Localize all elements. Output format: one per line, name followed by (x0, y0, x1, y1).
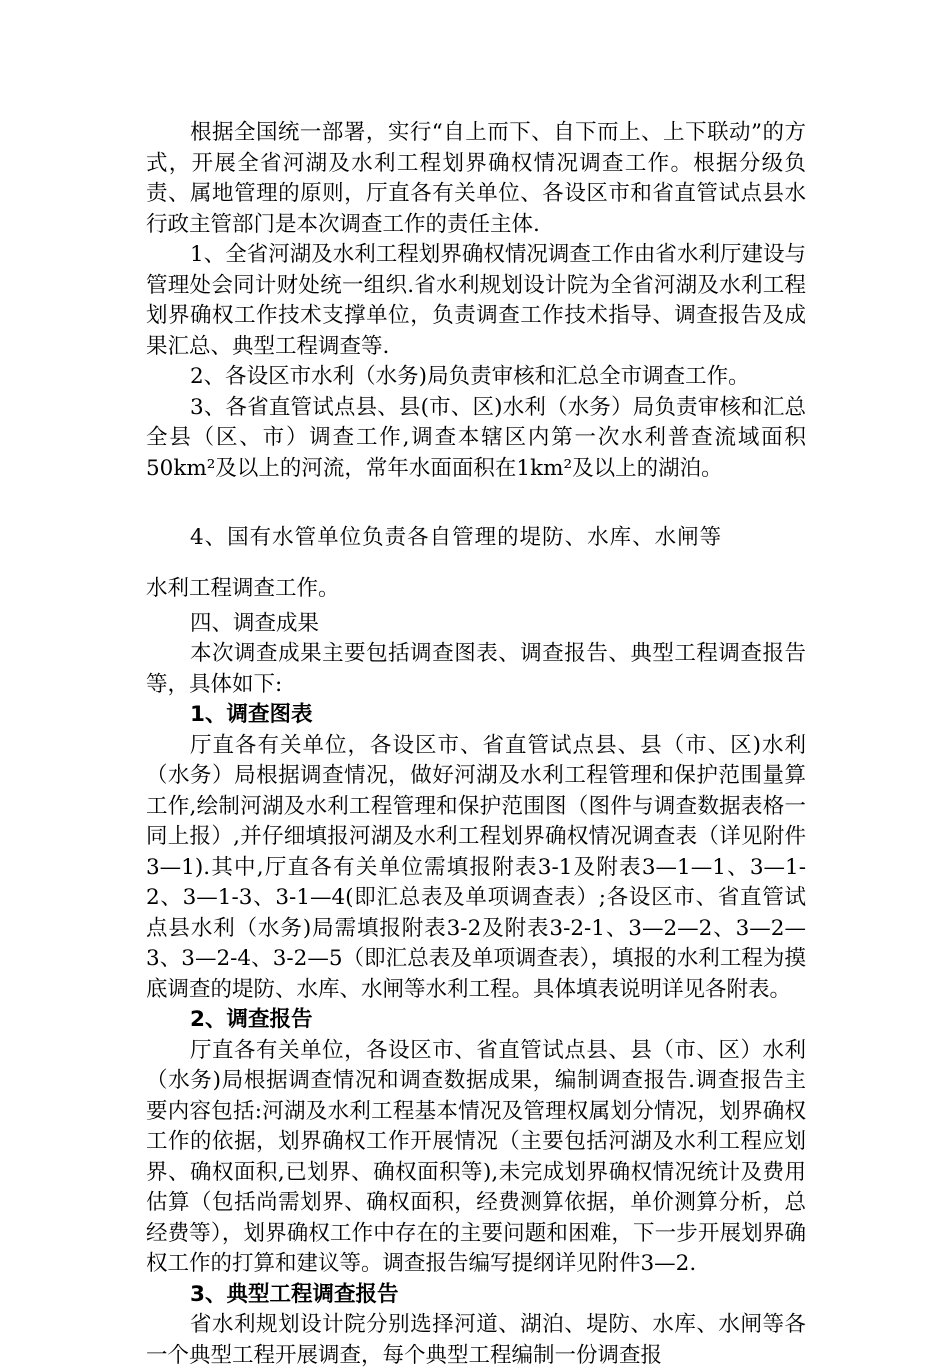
subheading-report: 2、调查报告 (190, 1007, 313, 1032)
intro-paragraph: 根据全国统一部署，实行“自上而下、自下而上、上下联动”的方式，开展全省河湖及水利工程划界确权情况调查工作。根据分级负责、属地管理的原则，厅直各有关单位、各设区市和省直管试点县水行政主管部门是本次调查工作的责任主体. (146, 120, 806, 237)
document-body (146, 118, 806, 1371)
report-paragraph: 厅直各有关单位，各设区市、省直管试点县、县（市、区）水利（水务)局根据调查情况和调查数据成果，编制调查报告.调查报告主要内容包括:河湖及水利工程基本情况及管理权属划分情况，划界确权工作的依据，划界确权工作开展情况（主要包括河湖及水利工程应划界、确权面积,已划界、确权面积等),未完成划界确权情况统计及费用估算（包括尚需划界、确权面积，经费测算依据，单价测算分析，总经费等），划界确权工作中存在的主要问题和困难，下一步开展划界确权工作的打算和建议等。调查报告编写提纲详见附件3—2. (146, 1037, 806, 1276)
tables-paragraph: 厅直各有关单位，各设区市、省直管试点县、县（市、区)水利（水务）局根据调查情况，做好河湖及水利工程管理和保护范围量算工作,绘制河湖及水利工程管理和保护范围图（图件与调查数据表格一同上报）,并仔细填报河湖及水利工程划界确权情况调查表（详见附件3—1).其中,厅直各有关单位需填报附表3-1及附表3—1—1、3—1-2、3—1-3、3-1—4(即汇总表及单项调查表）;各设区市、省直管试点县水利（水务)局需填报附表3-2及附表3-2-1、3—2—2、3—2—3、3—2-4、3-2—5（即汇总表及单项调查表），填报的水利工程为摸底调查的堤防、水库、水闸等水利工程。具体填表说明详见各附表。 (146, 732, 806, 1002)
subheading-tables: 1、调查图表 (190, 702, 313, 727)
results-intro-paragraph: 本次调查成果主要包括调查图表、调查报告、典型工程调查报告等，具体如下: (146, 641, 806, 697)
item-1-paragraph: 1、全省河湖及水利工程划界确权情况调查工作由省水利厅建设与管理处会同计财处统一组织.省水利规划设计院为全省河湖及水利工程划界确权工作技术支撑单位，负责调查工作技术指导、调查报告及成果汇总、典型工程调查等. (146, 242, 806, 359)
item-3-paragraph: 3、各省直管试点县、县(市、区)水利（水务）局负责审核和汇总全县（区、市）调查工作,调查本辖区内第一次水利普查流域面积50km²及以上的河流，常年水面面积在1km²及以上的湖泊。 (146, 394, 806, 481)
item-4-paragraph-line2: 水利工程调查工作。 (146, 576, 340, 601)
item-4-paragraph-line1: 4、国有水管单位负责各自管理的堤防、水库、水闸等 (190, 525, 723, 550)
item-2-paragraph: 2、各设区市水利（水务)局负责审核和汇总全市调查工作。 (190, 364, 750, 389)
typical-report-paragraph: 省水利规划设计院分别选择河道、湖泊、堤防、水库、水闸等各一个典型工程开展调查，每个典型工程编制一份调查报 (146, 1312, 806, 1368)
section-heading-results: 四、调查成果 (190, 610, 320, 636)
subheading-typical-report: 3、典型工程调查报告 (190, 1281, 399, 1307)
